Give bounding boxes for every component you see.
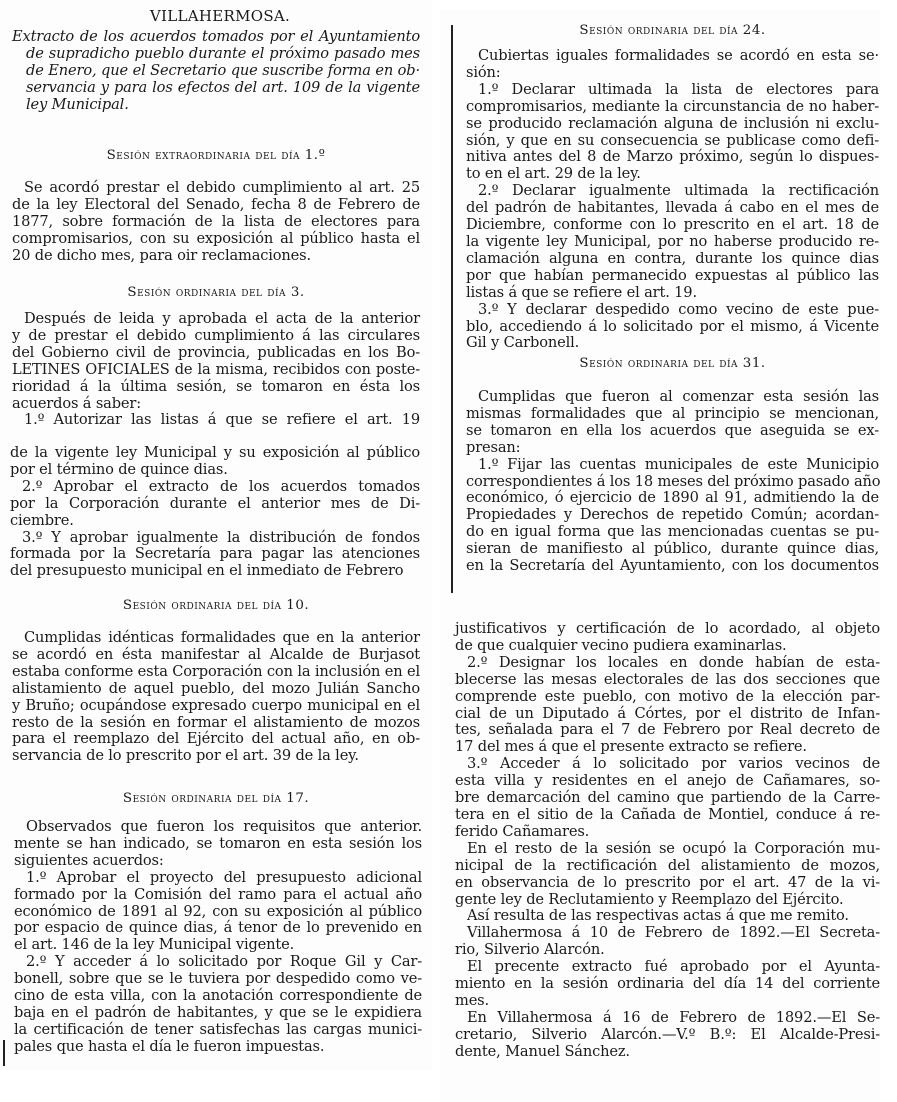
section-heading-dia-10: [12, 597, 420, 615]
text-line: formado por la Comisión del ramo para el actual año: [14, 885, 422, 903]
text-line: compromisarios, mediante la circunstancia de no haber-: [466, 97, 879, 115]
text-line: ley Municipal.: [26, 95, 129, 113]
section-heading-dia-31: [466, 355, 879, 373]
text-line: Extracto de los acuerdos tomados por el Ayuntamiento: [12, 28, 420, 45]
text-line: se producido reclamación alguna de inclusión ni exclu-: [466, 114, 879, 132]
text-line: mente se han indicado, se tomaron en esta sesión los: [14, 834, 422, 852]
text-line: listas á que se refiere el art. 19.: [466, 283, 697, 301]
text-line: 1.º Declarar ultimada la lista de electores para: [478, 80, 879, 98]
text-line: mes.: [455, 991, 490, 1009]
text-line: de la vigente ley Municipal y su exposición al público: [10, 444, 420, 461]
text-line: de la ley Electoral del Senado, fecha 8 de Febrero de: [12, 195, 420, 213]
text-line: siguientes acuerdos:: [14, 851, 164, 869]
section-body-dia-3-part-b: [10, 445, 420, 580]
text-line: económico, ó ejercicio de 1890 al 91, admitiendo la de: [466, 489, 879, 507]
text-line: to en el art. 29 de la ley.: [466, 165, 641, 183]
text-line: Gil y Carbonell.: [466, 334, 580, 352]
text-line: blecerse las mesas electorales de las dos secciones que: [455, 670, 880, 688]
text-line: 3.º Y declarar despedido como vecino de este pue-: [478, 300, 879, 318]
text-line: 2.º Declarar igualmente ultimada la rectificación: [478, 182, 879, 200]
text-line: cial de un Diputado á Córtes, por el distrito de Infan-: [455, 704, 880, 722]
text-line: se acordó en ésta manifestar al Alcalde de Burjasot: [12, 645, 420, 663]
text-line: 2.º Y acceder á lo solicitado por Roque Gil y Car-: [26, 953, 422, 971]
text-line: mismas formalidades que al principio se mencionan,: [466, 404, 879, 422]
text-line: por el término de quince dias.: [10, 460, 228, 478]
text-line: bre demarcación del camino que partiendo de la Carre-: [455, 789, 880, 807]
text-line: Cubiertas iguales formalidades se acordó en esta se·: [478, 47, 879, 64]
text-line: Villahermosa á 10 de Febrero de 1892.—El Secreta-: [467, 924, 880, 942]
text-line: rioridad á la última sesión, se tomaron en ésta los: [12, 377, 420, 395]
text-line: la vigente ley Municipal, por no haberse producido re-: [466, 232, 879, 250]
text-line: de que cualquier vecino pudiera examinarlas.: [455, 636, 787, 654]
text-line: sieran de manifiesto al público, durante quince dias,: [466, 540, 879, 558]
text-line: comprende este pueblo, con motivo de la elección par-: [455, 687, 880, 705]
text-line: de supradicho pueblo durante el próximo pasado mes: [26, 44, 420, 62]
section-heading-dia-3: [12, 284, 420, 302]
text-line: servancia de lo prescrito por el art. 39 de la ley.: [12, 747, 359, 765]
text-line: 2.º Designar los locales en donde habían de esta-: [467, 653, 880, 671]
text-line: la certificación de tener satisfechas las cargas munici-: [14, 1020, 422, 1038]
heading-text: Sesión ordinaria del día 24.: [579, 23, 766, 38]
text-line: En Villahermosa á 16 de Febrero de 1892.—El Se-: [467, 1008, 880, 1026]
text-line: y Bruño; ocupándose expresado cuerpo municipal en el: [12, 696, 420, 714]
text-line: sión:: [466, 63, 501, 81]
text-line: do en igual forma que las mencionadas cuentas se pu-: [466, 523, 879, 541]
text-line: cretario, Silverio Alarcón.—V.º B.º: El Alcalde-Presi-: [455, 1025, 880, 1043]
text-line: Así resulta de las respectivas actas á que me remito.: [467, 907, 849, 925]
text-line: Propiedades y Derechos de repetido Común; acordan-: [466, 506, 879, 524]
text-line: Diciembre, conforme con lo prescrito en el art. 18 de: [466, 216, 879, 234]
text-line: gente ley de Reclutamiento y Reemplazo del Ejército.: [455, 890, 844, 908]
text-line: acuerdos á saber:: [12, 394, 141, 412]
text-line: compromisarios, con su exposición al público hasta el: [12, 229, 420, 247]
text-line: se tomaron en ella los acuerdos que aseguida se ex-: [466, 421, 879, 439]
text-line: pales que hasta el día le fueron impuestas.: [14, 1037, 325, 1055]
text-line: por que habían permanecido expuestas al público las: [466, 266, 879, 284]
text-line: miento en la sesión ordinaria del día 14 del corriente: [455, 975, 880, 993]
text-line: servancia y para los efectos del art. 109 de la vigente: [26, 78, 420, 96]
text-line: del padrón de habitantes, llevada á cabo en el mes de: [466, 199, 879, 217]
text-line: estaba conforme esta Corporación con la inclusión en el: [12, 662, 420, 680]
text-line: resto de la sesión en formar el alistamiento de mozos: [12, 713, 420, 731]
text-line: sión, y que en su consecuencia se publicase como defi-: [466, 131, 879, 149]
heading-text: Sesión ordinaria del día 17.: [122, 791, 310, 806]
text-line: 2.º Aprobar el extracto de los acuerdos tomados: [22, 477, 420, 495]
heading-text: Sesión extraordinaria del día 1.º: [106, 148, 326, 163]
text-line: blo, accediendo á lo solicitado por el mismo, á Vicente: [466, 317, 879, 335]
text-line: 20 de dicho mes, para oir reclamaciones.: [12, 246, 311, 264]
text-line: Después de leida y aprobada el acta de la anterior: [24, 310, 420, 327]
text-line: Cumplidas que fueron al comenzar esta sesión las: [478, 388, 879, 405]
text-line: baja en el padrón de habitantes, y que se le expidiera: [14, 1003, 422, 1021]
text-line: LETINES OFICIALES de la misma, recibidos con poste-: [12, 360, 420, 378]
text-line: presan:: [466, 438, 521, 456]
text-line: y de prestar el debido cumplimiento á las circulares: [12, 326, 420, 344]
text-line: cino de esta villa, con la anotación correspondiente de: [14, 987, 422, 1005]
section-body-dia-3-part-a: [12, 311, 420, 429]
section-heading-dia-24: [466, 22, 879, 40]
text-line: formada por la Secretaría para pagar las atenciones: [10, 545, 420, 563]
section-body-dia-24: [466, 48, 879, 352]
heading-text: Sesión ordinaria del día 31.: [579, 356, 766, 371]
heading-text: Sesión ordinaria del día 3.: [127, 285, 305, 300]
text-line: rio, Silverio Alarcón.: [455, 941, 605, 959]
text-line: tes, señalada para el 7 de Febrero por Real decreto de: [455, 721, 880, 739]
text-line: tera en el sitio de la Cañada de Montiel, conduce á re-: [455, 805, 880, 823]
intro-paragraph: [12, 29, 420, 114]
text-line: clamación alguna en contra, durante los quince dias: [466, 249, 879, 267]
text-line: por la Corporación durante el anterior mes de Di-: [10, 494, 420, 512]
text-line: esta villa y residentes en el anejo de Cañamares, so-: [455, 772, 880, 790]
text-line: correspondientes á los 18 meses del próximo pasado año: [466, 472, 881, 490]
text-line: en la Secretaría del Ayuntamiento, con los documentos: [466, 557, 879, 575]
text-line: 17 del mes á que el presente extracto se refiere.: [455, 738, 807, 756]
text-line: El precente extracto fué aprobado por el Ayunta-: [467, 958, 880, 976]
text-line: Se acordó prestar el debido cumplimiento al art. 25: [24, 179, 420, 196]
section-body-dia-31-part-a: [466, 389, 879, 575]
text-line: del Gobierno civil de provincia, publicadas en los Bo-: [12, 343, 420, 361]
text-line: nicipal de la rectificación del alistamiento de mozos,: [455, 856, 880, 874]
text-line: 1.º Aprobar el proyecto del presupuesto adicional: [26, 868, 422, 886]
text-line: 1.º Autorizar las listas á que se refiere el art. 19: [24, 411, 420, 429]
text-line: económico de 1891 al 92, con su exposición al público: [14, 902, 422, 920]
text-line: 3.º Y aprobar igualmente la distribución de fondos: [22, 528, 420, 546]
heading-text: Sesión ordinaria del día 10.: [122, 598, 310, 613]
document-title: [20, 6, 420, 26]
text-line: alistamiento de aquel pueblo, del mozo Julián Sancho: [12, 679, 420, 697]
text-line: dente, Manuel Sánchez.: [455, 1042, 630, 1060]
text-line: ciembre.: [10, 511, 74, 529]
section-heading-dia-17: [12, 790, 420, 808]
text-line: 1.º Fijar las cuentas municipales de este Municipio: [478, 455, 879, 473]
text-line: bonell, sobre que se le tuviera por despedido como ve-: [14, 970, 422, 988]
column-rule: [451, 25, 453, 593]
column-rule-left-fragment: [3, 1040, 5, 1066]
text-line: de Enero, que el Secretario que suscribe forma en ob·: [26, 61, 420, 79]
text-line: del presupuesto municipal en el inmediato de Febrero: [10, 562, 404, 580]
text-line: por espacio de quince dias, á tenor de lo prevenido en: [14, 919, 422, 937]
section-body-dia-1: [12, 180, 420, 265]
text-line: nitiva antes del 8 de Marzo próximo, según lo dispues-: [466, 148, 879, 166]
text-line: 1877, sobre formación de la lista de electores para: [12, 212, 420, 230]
text-line: el art. 146 de la ley Municipal vigente.: [14, 936, 295, 954]
section-body-dia-31-part-b: [455, 621, 880, 1061]
section-body-dia-17: [14, 819, 422, 1056]
section-body-dia-10: [12, 630, 420, 765]
text-line: ferido Cañamares.: [455, 822, 590, 840]
text-line: Cumplidas idénticas formalidades que en la anterior: [24, 629, 420, 646]
text-line: Observados que fueron los requisitos que anterior.: [26, 818, 422, 835]
section-heading-dia-1: [12, 147, 420, 165]
text-line: en observancia de lo prescrito por el art. 47 de la vi-: [455, 873, 880, 891]
text-line: justificativos y certificación de lo acordado, al objeto: [455, 620, 880, 637]
text-line: En el resto de la sesión se ocupó la Corporación mu-: [467, 839, 880, 857]
title-text: VILLAHERMOSA.: [149, 7, 291, 25]
text-line: 3.º Acceder á lo solicitado por varios vecinos de: [467, 755, 880, 773]
text-line: para el reemplazo del Ejército del actual año, en ob-: [12, 730, 420, 748]
